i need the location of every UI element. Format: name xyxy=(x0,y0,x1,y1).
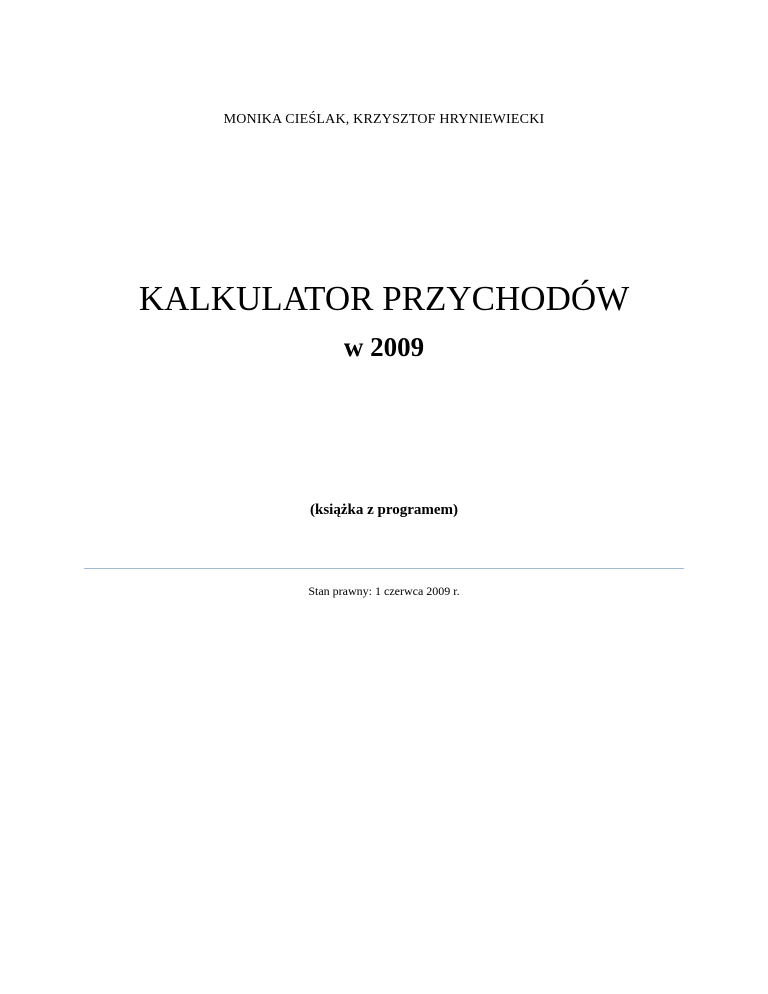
authors: MONIKA CIEŚLAK, KRZYSZTOF HRYNIEWIECKI xyxy=(223,112,545,127)
book-note: (książka z programem) xyxy=(309,502,459,518)
book-title-year: w 2009 xyxy=(343,332,425,362)
legal-status: Stan prawny: 1 czerwca 2009 r. xyxy=(308,584,460,598)
divider xyxy=(84,568,684,569)
book-title: KALKULATOR PRZYCHODÓW xyxy=(138,279,630,318)
